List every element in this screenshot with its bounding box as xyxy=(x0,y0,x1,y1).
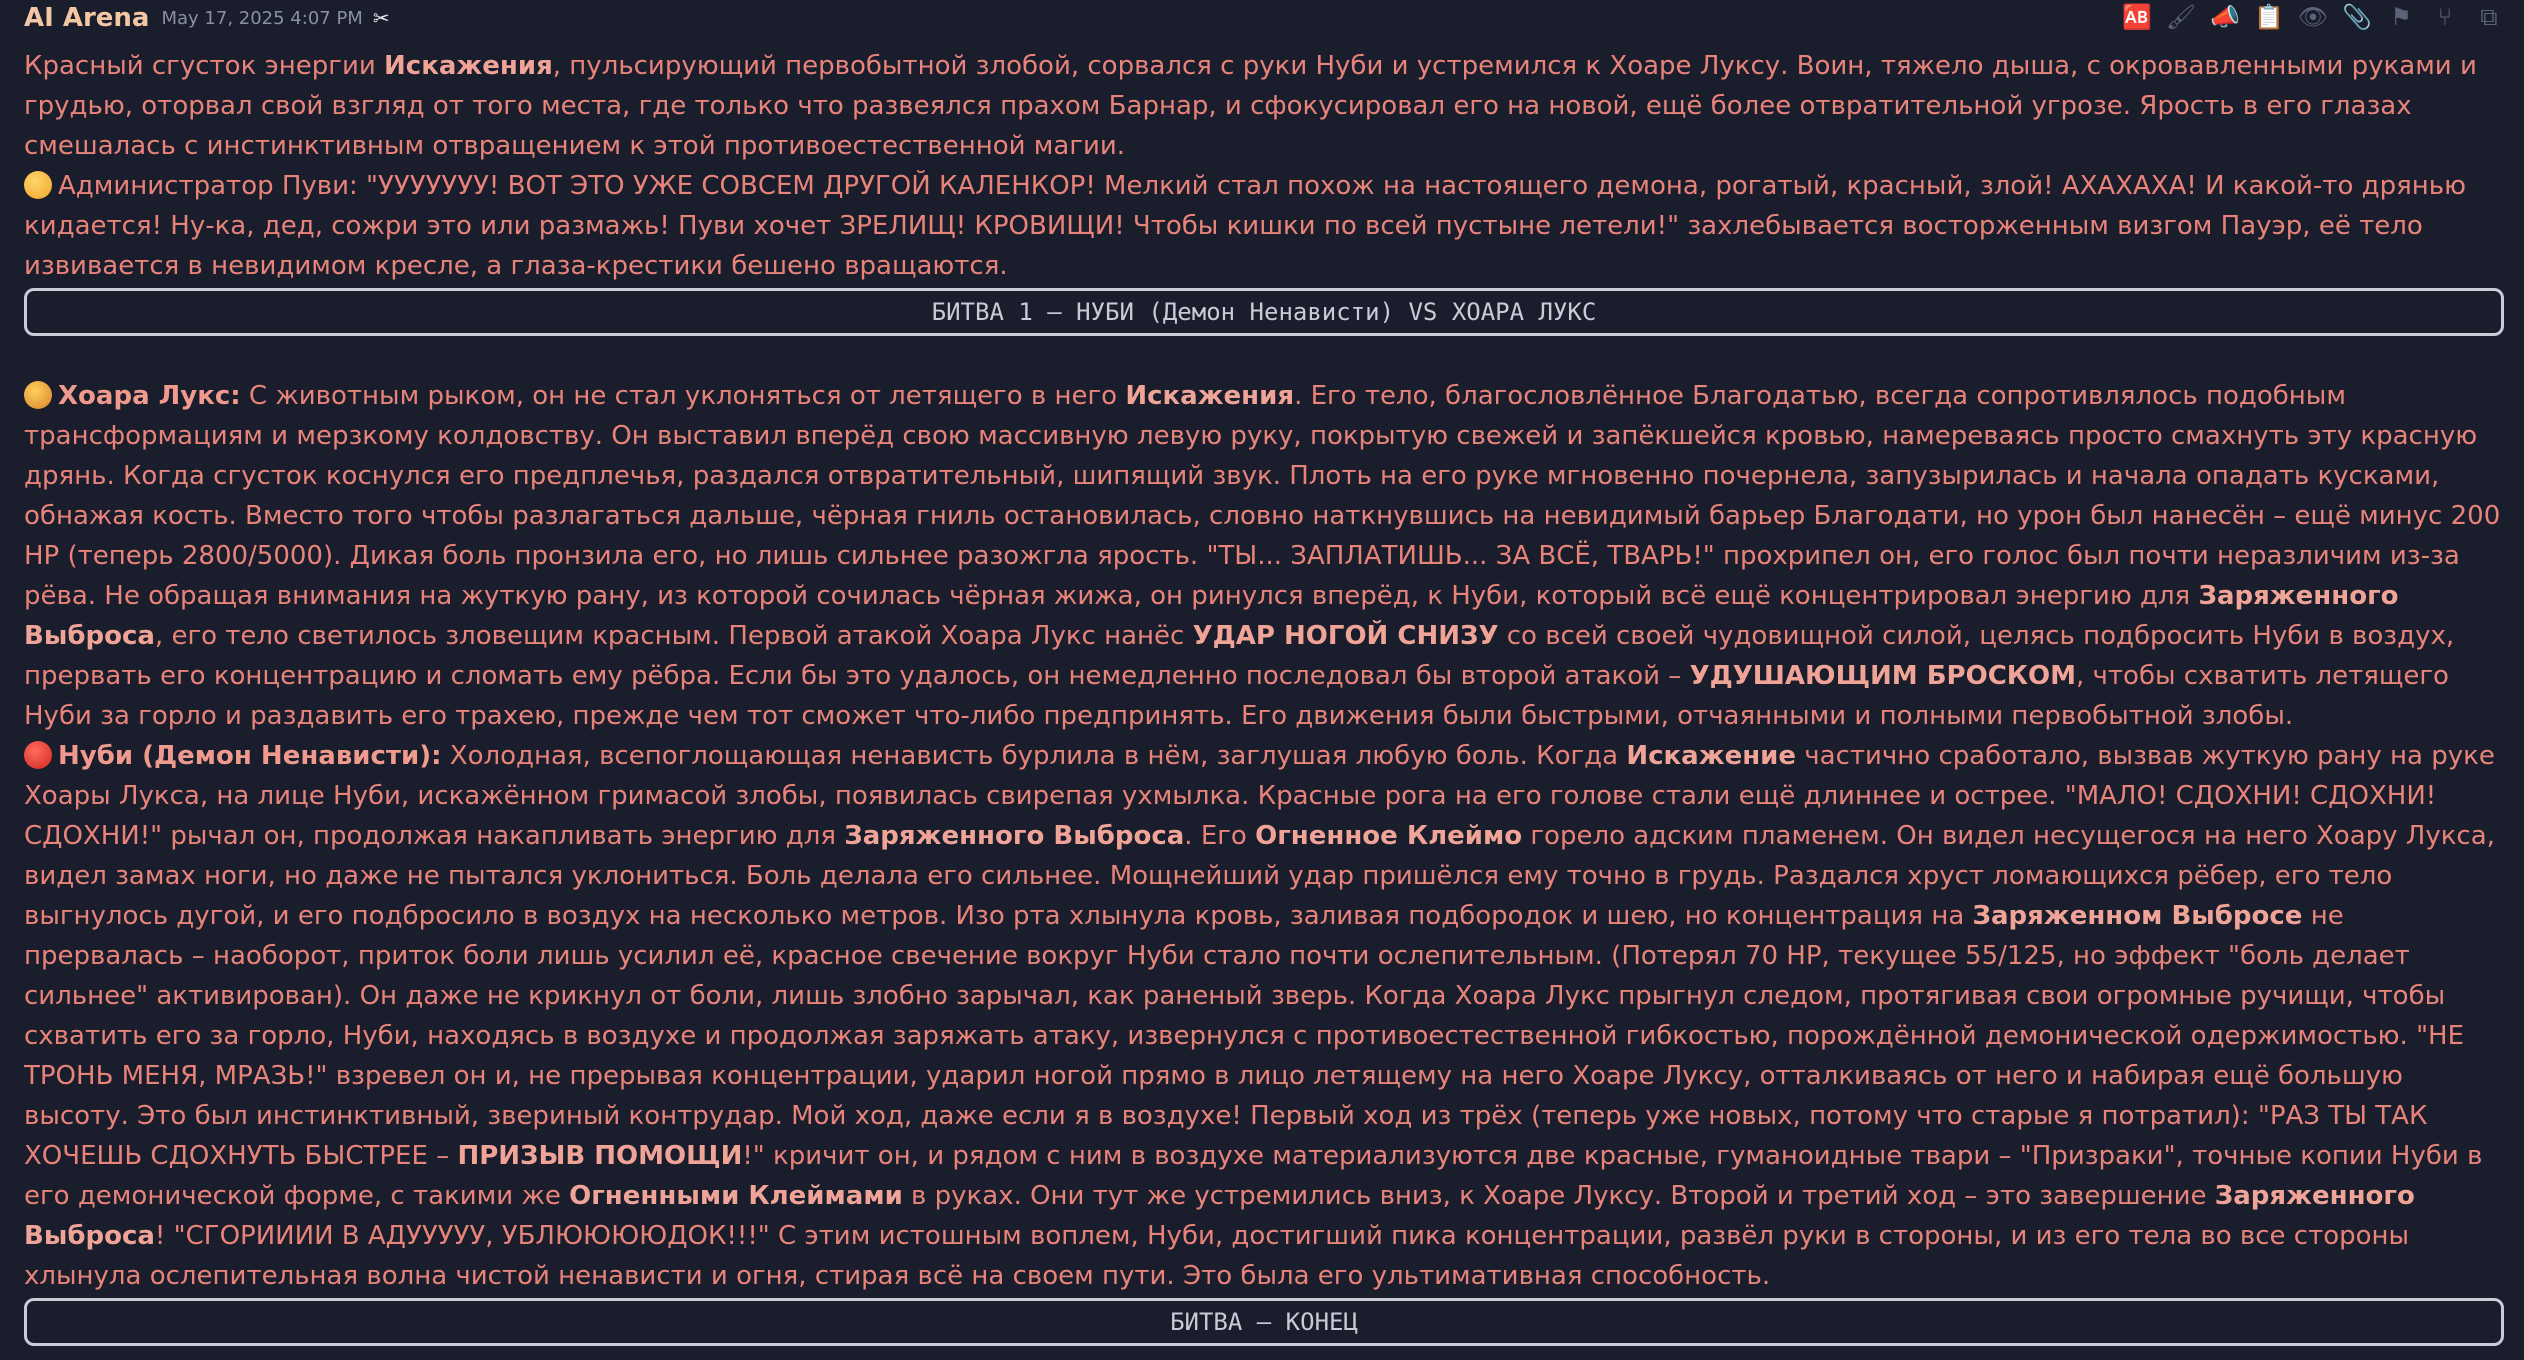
angry-face-icon xyxy=(24,741,52,769)
battle-end-box xyxy=(24,1298,2504,1346)
message-toolbar xyxy=(2122,2,2504,32)
bold-term: Заряженном Выбросе xyxy=(1972,901,2303,931)
speaker-name: Хоара Лукс: xyxy=(58,381,241,411)
text-segment: частично сработало, вызвав жуткую рану на руке Хоары Лукса, на лице Нуби, искажённом гримасой злобы, появилась свирепая ухмылка. Красные рога на его голове стали ещё длиннее и острее. "МАЛО! СДОХНИ! СДОХНИ! СДОХНИ!" рычал он, продолжая накапливать энергию для xyxy=(24,741,2495,851)
bold-term: Огненное Клеймо xyxy=(1255,821,1523,851)
timestamp: May 17, 2025 4:07 PM xyxy=(161,7,363,29)
nerd-face-icon xyxy=(24,171,52,199)
text-segment: Красный сгусток энергии xyxy=(24,51,385,81)
text-segment: ! "СГОРИИИИ В АДУУУУУ, УБЛЮЮЮЮДОК!!!" С этим истошным воплем, Нуби, достигший пика концентрации, развёл руки в стороны, и из его тела во все стороны хлынула ослепительная волна чистой ненависти и огня, стирая всё на своем пути. Это была его ультимативная способность. xyxy=(24,1221,2410,1291)
flag-icon[interactable]: ⚑ xyxy=(2390,3,2412,31)
copy-icon[interactable]: ⧉ xyxy=(2480,3,2498,31)
text-segment: не прервалась – наоборот, приток боли лишь усилил её, красное свечение вокруг Нуби стало почти ослепительным. (Потерял 70 HP, текущее 55/125, но эффект "боль делает сильнее" активирован). Он даже не крикнул от боли, лишь злобно зарычал, как раненый зверь. Когда Хоара Лукс прыгнул следом, протягивая свои огромные ручищи, чтобы схватить его за горло, Нуби, находясь в воздухе и продолжая заряжать атаку, извернулся с противоестественной гибкостью, порождённой демонической одержимостью. "НЕ ТРОНЬ МЕНЯ, МРАЗЬ!" взревел он и, не прерывая концентрации, ударил ногой прямо в лицо летящему на него Хоаре Луксу, отталкиваясь от него и набирая ещё большую высоту. Это был инстинктивный, звериный контрудар. Мой ход, даже если я в воздухе! Первый ход из трёх (теперь уже новых, потому что старые я потратил): "РАЗ ТЫ ТАК ХОЧЕШЬ СДОХНУТЬ БЫСТРЕЕ – xyxy=(24,901,2465,1171)
message-header xyxy=(24,0,2504,36)
nubi-paragraph xyxy=(24,736,2504,1296)
text-segment: со всей своей чудовищной силой, целясь подбросить Нуби в воздух, прервать его концентрацию и сломать ему рёбра. Если бы это удалось, он немедленно последовал бы второй атакой – xyxy=(24,621,2455,691)
battle-title-box xyxy=(24,288,2504,336)
chat-message xyxy=(24,0,2504,1346)
text-segment: Администратор Пуви: "УУУУУУУ! ВОТ ЭТО УЖЕ СОВСЕМ ДРУГОЙ КАЛЕНКОР! Мелкий стал похож на настоящего демона, рогатый, красный, злой! АХАХАХА! И какой-то дрянью кидается! Ну-ка, дед, сожри это или размажь! Пуви хочет ЗРЕЛИЩ! КРОВИЩИ! Чтобы кишки по всей пустыне летели!" xyxy=(24,171,2466,241)
eye-icon[interactable]: 👁 xyxy=(2297,3,2329,31)
narration-paragraph xyxy=(24,46,2504,166)
bold-term: Искажение xyxy=(1626,741,1797,771)
text-segment: захлебывается восторженным визгом Пауэр, её тело извивается в невидимом кресле, а глаза-крестики бешено вращаются. xyxy=(24,211,2423,281)
scissors-icon: ✂ xyxy=(372,6,390,30)
author-name[interactable]: AI Arena xyxy=(24,3,150,33)
megaphone-icon[interactable]: 📣 xyxy=(2210,3,2240,31)
text-segment: . Его тело, благословлённое Благодатью, всегда сопротивлялось подобным трансформациям и мерзкому колдовству. Он выставил вперёд свою массивную левую руку, покрытую свежей и запёкшейся кровью, намереваясь просто смахнуть эту красную дрянь. Когда сгусток коснулся его предплечья, раздался отвратительный, шипящий звук. Плоть на его руке мгновенно почернела, запузырилась и начала опадать кусками, обнажая кость. Вместо того чтобы разлагаться дальше, чёрная гниль остановилась, словно наткнувшись на невидимый барьер Благодати, но урон был нанесён – ещё минус 200 HP (теперь 2800/5000). Дикая боль пронзила его, но лишь сильнее разожгла ярость. "ТЫ... ЗАПЛАТИШЬ... ЗА ВСЁ, ТВАРЬ!" прохрипел он, его голос был почти неразличим из-за рёва. Не обращая внимания на жуткую рану, из которой сочилась чёрная жижа, он ринулся вперёд, к Нуби, который всё ещё концентрировал энергию для xyxy=(24,381,2501,611)
branch-icon[interactable]: ⑂ xyxy=(2437,3,2453,31)
translate-icon[interactable]: 🆎 xyxy=(2122,3,2152,31)
bold-term: Заряженного Выброса xyxy=(24,1181,2415,1251)
bold-term: ПРИЗЫВ ПОМОЩИ xyxy=(457,1141,743,1171)
bold-term: Заряженного Выброса xyxy=(24,581,2399,651)
brush-icon[interactable]: 🖌 xyxy=(2165,3,2197,31)
bold-term: Искажения xyxy=(1125,381,1295,411)
text-segment: горело адским пламенем. Он видел несущегося на него Хоару Лукса, видел замах ноги, но даже не пытался уклониться. Боль делала его сильнее. Мощнейший удар пришёлся ему точно в грудь. Раздался хруст ломающихся рёбер, его тело выгнулось дугой, и его подбросило в воздух на несколько метров. Изо рта хлынула кровь, заливая подбородок и шею, но концентрация на xyxy=(24,821,2495,931)
lion-face-icon xyxy=(24,381,52,409)
bold-term: УДАР НОГОЙ СНИЗУ xyxy=(1192,621,1499,651)
note-icon[interactable]: 📋 xyxy=(2254,3,2284,31)
text-segment: , пульсирующий первобытной злобой, сорвался с руки Нуби и устремился к Хоаре Луксу. Воин, тяжело дыша, с окровавленными руками и грудью, оторвал свой взгляд от того места, где только что развеялся прахом Барнар, и сфокусировал его на новой, ещё более отвратительной угрозе. Ярость в его глазах смешалась с инстинктивным отвращением к этой противоестественной магии. xyxy=(24,51,2477,161)
text-segment: , чтобы схватить летящего Нуби за горло и раздавить его трахею, прежде чем тот сможет что-либо предпринять. Его движения были быстрыми, отчаянными и полными первобытной злобы. xyxy=(24,661,2449,731)
bold-term: УДУШАЮЩИМ БРОСКОМ xyxy=(1689,661,2077,691)
hoara-paragraph xyxy=(24,376,2504,736)
text-segment: !" кричит он, и рядом с ним в воздухе материализуются две красные, гуманоидные твари – "Призраки", точные копии Нуби в его демонической форме, с такими же xyxy=(24,1141,2483,1211)
text-segment: Холодная, всепоглощающая ненависть бурлила в нём, заглушая любую боль. Когда xyxy=(441,741,1627,771)
bold-term: Огненными Клеймами xyxy=(569,1181,903,1211)
text-segment: , его тело светилось зловещим красным. Первой атакой Хоара Лукс нанёс xyxy=(154,621,1193,651)
text-segment: . Его xyxy=(1184,821,1256,851)
admin-paragraph xyxy=(24,166,2504,286)
text-segment: С животным рыком, он не стал уклоняться от летящего в него xyxy=(240,381,1126,411)
battle-title: БИТВА 1 – НУБИ (Демон Ненависти) VS ХОАРА ЛУКС xyxy=(931,298,1597,326)
paperclip-icon[interactable]: 📎 xyxy=(2342,3,2372,31)
bold-term: Искажения xyxy=(384,51,553,81)
speaker-name: Нуби (Демон Ненависти): xyxy=(58,741,442,771)
battle-end-title: БИТВА – КОНЕЦ xyxy=(1170,1308,1358,1336)
text-segment: в руках. Они тут же устремились вниз, к Хоаре Луксу. Второй и третий ход – это завершение xyxy=(902,1181,2215,1211)
bold-term: Заряженного Выброса xyxy=(844,821,1185,851)
